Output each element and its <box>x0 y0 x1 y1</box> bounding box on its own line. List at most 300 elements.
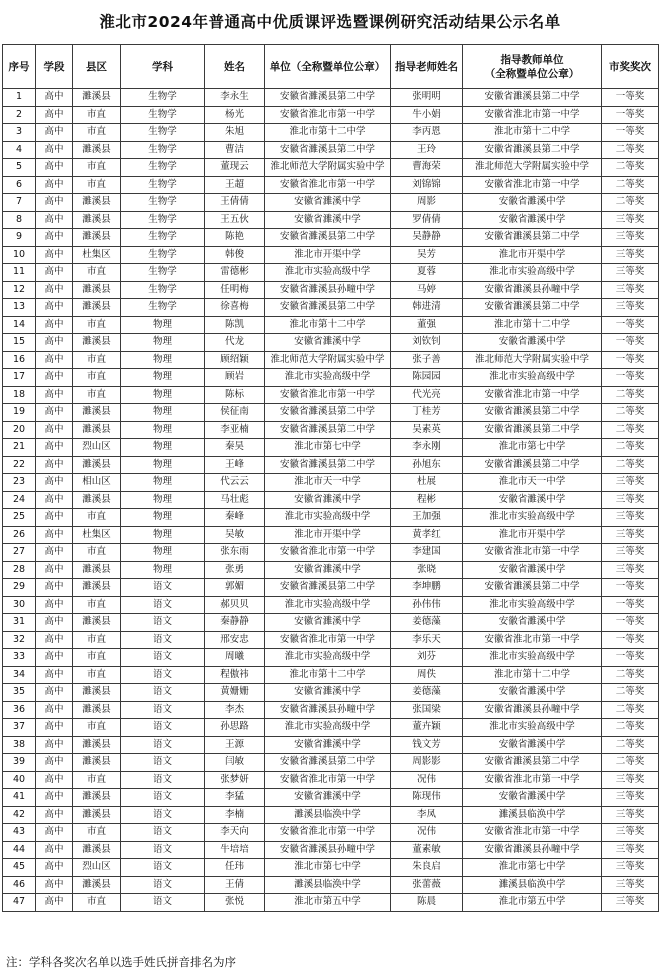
cell-col-advisor-unit: 淮北市实验高级中学 <box>463 509 602 527</box>
cell-col-subject: 生物学 <box>121 89 205 107</box>
cell-col-award: 三等奖 <box>602 841 659 859</box>
cell-col-index: 43 <box>3 824 36 842</box>
cell-col-advisor: 况伟 <box>391 771 463 789</box>
table-row <box>3 701 659 719</box>
cell-col-award: 三等奖 <box>602 859 659 877</box>
header-col-subject: 学科 <box>121 45 205 89</box>
cell-col-name: 郝贝贝 <box>205 596 265 614</box>
cell-col-index: 41 <box>3 789 36 807</box>
cell-col-unit: 安徽省濉溪县第二中学 <box>265 299 391 317</box>
cell-col-subject: 物理 <box>121 351 205 369</box>
table-row <box>3 194 659 212</box>
cell-col-subject: 生物学 <box>121 281 205 299</box>
cell-col-advisor: 姜德藻 <box>391 614 463 632</box>
cell-col-advisor-unit: 安徽省淮北市第一中学 <box>463 631 602 649</box>
table-row <box>3 561 659 579</box>
cell-col-unit: 淮北市第七中学 <box>265 439 391 457</box>
cell-col-name: 侯征南 <box>205 404 265 422</box>
cell-col-award: 二等奖 <box>602 141 659 159</box>
cell-col-award: 二等奖 <box>602 666 659 684</box>
cell-col-district: 濉溪县 <box>73 701 121 719</box>
cell-col-stage: 高中 <box>36 351 73 369</box>
cell-col-stage: 高中 <box>36 369 73 387</box>
cell-col-unit: 安徽省濉溪县孙疃中学 <box>265 281 391 299</box>
cell-col-district: 市直 <box>73 351 121 369</box>
table-row <box>3 666 659 684</box>
cell-col-stage: 高中 <box>36 159 73 177</box>
cell-col-advisor-unit: 安徽省濉溪中学 <box>463 194 602 212</box>
cell-col-award: 二等奖 <box>602 456 659 474</box>
table-row <box>3 421 659 439</box>
cell-col-advisor: 吴芳 <box>391 246 463 264</box>
cell-col-advisor: 钱文芳 <box>391 736 463 754</box>
footnote: 注：学科各奖次名单以选手姓氏拼音排名为序 <box>6 955 236 969</box>
cell-col-award: 三等奖 <box>602 526 659 544</box>
cell-col-stage: 高中 <box>36 666 73 684</box>
cell-col-index: 12 <box>3 281 36 299</box>
header-col-district: 县区 <box>73 45 121 89</box>
cell-col-index: 10 <box>3 246 36 264</box>
table-row <box>3 631 659 649</box>
cell-col-subject: 语文 <box>121 824 205 842</box>
table-row <box>3 526 659 544</box>
cell-col-award: 二等奖 <box>602 736 659 754</box>
cell-col-district: 市直 <box>73 666 121 684</box>
cell-col-unit: 安徽省濉溪中学 <box>265 736 391 754</box>
cell-col-award: 三等奖 <box>602 824 659 842</box>
cell-col-index: 6 <box>3 176 36 194</box>
cell-col-name: 闫敏 <box>205 754 265 772</box>
cell-col-stage: 高中 <box>36 841 73 859</box>
cell-col-name: 张东雨 <box>205 544 265 562</box>
cell-col-name: 雷德彬 <box>205 264 265 282</box>
cell-col-stage: 高中 <box>36 299 73 317</box>
table-row <box>3 229 659 247</box>
cell-col-district: 市直 <box>73 386 121 404</box>
cell-col-advisor: 董强 <box>391 316 463 334</box>
cell-col-name: 黄姗姗 <box>205 684 265 702</box>
cell-col-advisor: 李建国 <box>391 544 463 562</box>
cell-col-advisor: 朱良启 <box>391 859 463 877</box>
cell-col-index: 11 <box>3 264 36 282</box>
cell-col-award: 二等奖 <box>602 194 659 212</box>
cell-col-unit: 淮北市实验高级中学 <box>265 264 391 282</box>
cell-col-unit: 安徽省濉溪县第二中学 <box>265 229 391 247</box>
cell-col-award: 三等奖 <box>602 229 659 247</box>
cell-col-award: 一等奖 <box>602 649 659 667</box>
cell-col-unit: 淮北市开渠中学 <box>265 246 391 264</box>
cell-col-award: 三等奖 <box>602 806 659 824</box>
cell-col-stage: 高中 <box>36 386 73 404</box>
table-row <box>3 124 659 142</box>
cell-col-advisor-unit: 淮北师范大学附属实验中学 <box>463 159 602 177</box>
cell-col-award: 一等奖 <box>602 124 659 142</box>
cell-col-stage: 高中 <box>36 894 73 912</box>
cell-col-name: 李天向 <box>205 824 265 842</box>
cell-col-unit: 淮北市第十二中学 <box>265 666 391 684</box>
cell-col-subject: 生物学 <box>121 176 205 194</box>
cell-col-advisor-unit: 安徽省濉溪中学 <box>463 736 602 754</box>
cell-col-district: 濉溪县 <box>73 561 121 579</box>
cell-col-district: 濉溪县 <box>73 456 121 474</box>
cell-col-district: 市直 <box>73 544 121 562</box>
cell-col-award: 三等奖 <box>602 474 659 492</box>
cell-col-unit: 安徽省淮北市第一中学 <box>265 386 391 404</box>
cell-col-unit: 淮北市第五中学 <box>265 894 391 912</box>
cell-col-index: 25 <box>3 509 36 527</box>
cell-col-advisor-unit: 淮北市实验高级中学 <box>463 369 602 387</box>
cell-col-district: 濉溪县 <box>73 579 121 597</box>
table-row <box>3 246 659 264</box>
cell-col-index: 40 <box>3 771 36 789</box>
cell-col-name: 陈标 <box>205 386 265 404</box>
cell-col-index: 3 <box>3 124 36 142</box>
cell-col-unit: 安徽省濉溪县第二中学 <box>265 89 391 107</box>
cell-col-advisor: 刘锦锦 <box>391 176 463 194</box>
cell-col-name: 王峰 <box>205 456 265 474</box>
cell-col-name: 李永生 <box>205 89 265 107</box>
cell-col-stage: 高中 <box>36 264 73 282</box>
cell-col-award: 二等奖 <box>602 719 659 737</box>
cell-col-advisor: 马婷 <box>391 281 463 299</box>
cell-col-award: 三等奖 <box>602 264 659 282</box>
cell-col-unit: 淮北市实验高级中学 <box>265 649 391 667</box>
table-row <box>3 159 659 177</box>
cell-col-name: 王源 <box>205 736 265 754</box>
header-col-unit: 单位（全称暨单位公章） <box>265 45 391 89</box>
cell-col-advisor-unit: 安徽省濉溪县孙疃中学 <box>463 701 602 719</box>
cell-col-district: 烈山区 <box>73 859 121 877</box>
cell-col-advisor: 王玲 <box>391 141 463 159</box>
cell-col-advisor-unit: 安徽省淮北市第一中学 <box>463 824 602 842</box>
cell-col-stage: 高中 <box>36 614 73 632</box>
cell-col-index: 44 <box>3 841 36 859</box>
cell-col-award: 一等奖 <box>602 614 659 632</box>
cell-col-advisor: 程彬 <box>391 491 463 509</box>
cell-col-name: 董现云 <box>205 159 265 177</box>
cell-col-stage: 高中 <box>36 824 73 842</box>
cell-col-unit: 淮北市第十二中学 <box>265 124 391 142</box>
cell-col-district: 相山区 <box>73 474 121 492</box>
cell-col-index: 23 <box>3 474 36 492</box>
cell-col-name: 杨光 <box>205 106 265 124</box>
cell-col-subject: 语文 <box>121 806 205 824</box>
cell-col-award: 三等奖 <box>602 771 659 789</box>
cell-col-district: 濉溪县 <box>73 141 121 159</box>
header-col-index: 序号 <box>3 45 36 89</box>
cell-col-advisor-unit: 安徽省濉溪县第二中学 <box>463 456 602 474</box>
cell-col-advisor: 李丙恩 <box>391 124 463 142</box>
cell-col-name: 牛培培 <box>205 841 265 859</box>
cell-col-award: 二等奖 <box>602 754 659 772</box>
cell-col-index: 8 <box>3 211 36 229</box>
cell-col-unit: 淮北市第七中学 <box>265 859 391 877</box>
cell-col-stage: 高中 <box>36 526 73 544</box>
table-row <box>3 351 659 369</box>
cell-col-award: 一等奖 <box>602 316 659 334</box>
cell-col-advisor-unit: 安徽省濉溪中学 <box>463 614 602 632</box>
table-row <box>3 264 659 282</box>
cell-col-advisor: 张明明 <box>391 89 463 107</box>
cell-col-index: 37 <box>3 719 36 737</box>
cell-col-award: 一等奖 <box>602 89 659 107</box>
cell-col-index: 24 <box>3 491 36 509</box>
cell-col-subject: 物理 <box>121 456 205 474</box>
cell-col-advisor-unit: 安徽省濉溪县第二中学 <box>463 141 602 159</box>
cell-col-stage: 高中 <box>36 89 73 107</box>
cell-col-advisor: 张蕾薇 <box>391 876 463 894</box>
table-row <box>3 876 659 894</box>
cell-col-advisor: 丁桂芳 <box>391 404 463 422</box>
cell-col-name: 周曦 <box>205 649 265 667</box>
cell-col-subject: 物理 <box>121 316 205 334</box>
cell-col-index: 45 <box>3 859 36 877</box>
table-row <box>3 509 659 527</box>
cell-col-advisor-unit: 安徽省濉溪县第二中学 <box>463 404 602 422</box>
table-row <box>3 456 659 474</box>
cell-col-subject: 语文 <box>121 736 205 754</box>
cell-col-subject: 生物学 <box>121 211 205 229</box>
cell-col-stage: 高中 <box>36 876 73 894</box>
cell-col-advisor-unit: 安徽省濉溪中学 <box>463 211 602 229</box>
cell-col-name: 王超 <box>205 176 265 194</box>
cell-col-name: 顾岩 <box>205 369 265 387</box>
cell-col-advisor: 张子善 <box>391 351 463 369</box>
cell-col-district: 濉溪县 <box>73 421 121 439</box>
cell-col-district: 濉溪县 <box>73 211 121 229</box>
cell-col-index: 18 <box>3 386 36 404</box>
cell-col-unit: 安徽省濉溪中学 <box>265 334 391 352</box>
cell-col-advisor: 黄孝红 <box>391 526 463 544</box>
cell-col-name: 曹洁 <box>205 141 265 159</box>
cell-col-district: 市直 <box>73 631 121 649</box>
table-row <box>3 736 659 754</box>
cell-col-unit: 安徽省濉溪县第二中学 <box>265 141 391 159</box>
cell-col-index: 16 <box>3 351 36 369</box>
cell-col-district: 市直 <box>73 316 121 334</box>
page-title: 淮北市2024年普通高中优质课评选暨课例研究活动结果公示名单 <box>99 13 561 31</box>
cell-col-district: 市直 <box>73 824 121 842</box>
cell-col-advisor: 吴素英 <box>391 421 463 439</box>
cell-col-subject: 语文 <box>121 666 205 684</box>
cell-col-name: 韩俊 <box>205 246 265 264</box>
cell-col-index: 29 <box>3 579 36 597</box>
cell-col-name: 王五伙 <box>205 211 265 229</box>
cell-col-stage: 高中 <box>36 701 73 719</box>
cell-col-subject: 物理 <box>121 334 205 352</box>
cell-col-name: 张悦 <box>205 894 265 912</box>
cell-col-award: 一等奖 <box>602 631 659 649</box>
cell-col-unit: 濉溪县临涣中学 <box>265 806 391 824</box>
cell-col-unit: 安徽省濉溪中学 <box>265 194 391 212</box>
cell-col-advisor-unit: 淮北市实验高级中学 <box>463 596 602 614</box>
cell-col-district: 杜集区 <box>73 246 121 264</box>
cell-col-district: 杜集区 <box>73 526 121 544</box>
cell-col-name: 代云云 <box>205 474 265 492</box>
cell-col-advisor-unit: 淮北市第七中学 <box>463 439 602 457</box>
cell-col-name: 陈艳 <box>205 229 265 247</box>
cell-col-subject: 物理 <box>121 509 205 527</box>
cell-col-advisor-unit: 淮北市天一中学 <box>463 474 602 492</box>
cell-col-subject: 语文 <box>121 876 205 894</box>
table-row <box>3 439 659 457</box>
cell-col-index: 34 <box>3 666 36 684</box>
cell-col-unit: 淮北市实验高级中学 <box>265 719 391 737</box>
table-row <box>3 106 659 124</box>
cell-col-stage: 高中 <box>36 719 73 737</box>
cell-col-subject: 物理 <box>121 386 205 404</box>
header-row <box>3 45 659 89</box>
cell-col-stage: 高中 <box>36 316 73 334</box>
table-row <box>3 806 659 824</box>
cell-col-unit: 淮北市天一中学 <box>265 474 391 492</box>
cell-col-advisor-unit: 安徽省濉溪县孙疃中学 <box>463 841 602 859</box>
table-row <box>3 299 659 317</box>
cell-col-advisor: 周影影 <box>391 754 463 772</box>
cell-col-advisor-unit: 淮北市实验高级中学 <box>463 264 602 282</box>
cell-col-district: 濉溪县 <box>73 806 121 824</box>
cell-col-stage: 高中 <box>36 736 73 754</box>
cell-col-unit: 安徽省淮北市第一中学 <box>265 544 391 562</box>
cell-col-subject: 物理 <box>121 544 205 562</box>
cell-col-advisor: 陈晨 <box>391 894 463 912</box>
table-row <box>3 859 659 877</box>
cell-col-district: 市直 <box>73 771 121 789</box>
cell-col-index: 2 <box>3 106 36 124</box>
cell-col-advisor-unit: 淮北市第十二中学 <box>463 316 602 334</box>
cell-col-advisor: 李凤 <box>391 806 463 824</box>
cell-col-index: 22 <box>3 456 36 474</box>
cell-col-subject: 语文 <box>121 859 205 877</box>
cell-col-award: 三等奖 <box>602 491 659 509</box>
cell-col-advisor-unit: 淮北市第十二中学 <box>463 666 602 684</box>
cell-col-subject: 生物学 <box>121 194 205 212</box>
cell-col-advisor-unit: 淮北市第十二中学 <box>463 124 602 142</box>
table-row <box>3 596 659 614</box>
table-row <box>3 141 659 159</box>
cell-col-advisor: 周影 <box>391 194 463 212</box>
cell-col-district: 市直 <box>73 176 121 194</box>
table-row <box>3 841 659 859</box>
cell-col-advisor-unit: 安徽省濉溪中学 <box>463 561 602 579</box>
cell-col-award: 一等奖 <box>602 334 659 352</box>
cell-col-advisor-unit: 淮北市第五中学 <box>463 894 602 912</box>
cell-col-stage: 高中 <box>36 404 73 422</box>
cell-col-advisor-unit: 安徽省濉溪中学 <box>463 334 602 352</box>
cell-col-name: 吴敏 <box>205 526 265 544</box>
cell-col-unit: 安徽省濉溪县第二中学 <box>265 579 391 597</box>
cell-col-stage: 高中 <box>36 334 73 352</box>
cell-col-advisor-unit: 淮北市第七中学 <box>463 859 602 877</box>
cell-col-advisor: 代光亮 <box>391 386 463 404</box>
table-row <box>3 579 659 597</box>
cell-col-name: 陈凯 <box>205 316 265 334</box>
table-row <box>3 369 659 387</box>
table-row <box>3 474 659 492</box>
cell-col-stage: 高中 <box>36 789 73 807</box>
cell-col-stage: 高中 <box>36 509 73 527</box>
cell-col-award: 一等奖 <box>602 596 659 614</box>
cell-col-subject: 生物学 <box>121 159 205 177</box>
cell-col-stage: 高中 <box>36 561 73 579</box>
cell-col-advisor: 李永刚 <box>391 439 463 457</box>
cell-col-advisor-unit: 安徽省濉溪中学 <box>463 684 602 702</box>
cell-col-subject: 语文 <box>121 754 205 772</box>
cell-col-advisor-unit: 淮北市开渠中学 <box>463 246 602 264</box>
cell-col-index: 19 <box>3 404 36 422</box>
cell-col-index: 14 <box>3 316 36 334</box>
cell-col-advisor: 韩进清 <box>391 299 463 317</box>
cell-col-advisor: 夏蓉 <box>391 264 463 282</box>
cell-col-district: 濉溪县 <box>73 229 121 247</box>
cell-col-subject: 物理 <box>121 421 205 439</box>
table-row <box>3 176 659 194</box>
table-row <box>3 386 659 404</box>
cell-col-stage: 高中 <box>36 579 73 597</box>
cell-col-award: 二等奖 <box>602 439 659 457</box>
cell-col-stage: 高中 <box>36 141 73 159</box>
table-header <box>3 45 659 89</box>
cell-col-subject: 语文 <box>121 771 205 789</box>
cell-col-district: 濉溪县 <box>73 334 121 352</box>
cell-col-advisor-unit: 安徽省淮北市第一中学 <box>463 176 602 194</box>
cell-col-unit: 安徽省淮北市第一中学 <box>265 106 391 124</box>
cell-col-unit: 淮北市实验高级中学 <box>265 509 391 527</box>
cell-col-subject: 生物学 <box>121 141 205 159</box>
cell-col-advisor-unit: 安徽省淮北市第一中学 <box>463 771 602 789</box>
cell-col-index: 33 <box>3 649 36 667</box>
cell-col-district: 市直 <box>73 894 121 912</box>
cell-col-award: 三等奖 <box>602 281 659 299</box>
table-row <box>3 754 659 772</box>
cell-col-stage: 高中 <box>36 596 73 614</box>
cell-col-stage: 高中 <box>36 439 73 457</box>
cell-col-advisor: 况伟 <box>391 824 463 842</box>
cell-col-advisor: 陈园园 <box>391 369 463 387</box>
cell-col-name: 王倩倩 <box>205 194 265 212</box>
cell-col-advisor: 王加强 <box>391 509 463 527</box>
cell-col-index: 32 <box>3 631 36 649</box>
cell-col-stage: 高中 <box>36 421 73 439</box>
cell-col-district: 市直 <box>73 264 121 282</box>
table-row <box>3 771 659 789</box>
cell-col-index: 5 <box>3 159 36 177</box>
cell-col-subject: 生物学 <box>121 299 205 317</box>
cell-col-index: 20 <box>3 421 36 439</box>
cell-col-subject: 物理 <box>121 491 205 509</box>
cell-col-award: 二等奖 <box>602 176 659 194</box>
cell-col-unit: 安徽省濉溪县孙疃中学 <box>265 701 391 719</box>
cell-col-district: 濉溪县 <box>73 789 121 807</box>
cell-col-advisor-unit: 安徽省淮北市第一中学 <box>463 106 602 124</box>
cell-col-stage: 高中 <box>36 456 73 474</box>
table-row <box>3 544 659 562</box>
cell-col-index: 7 <box>3 194 36 212</box>
cell-col-subject: 语文 <box>121 596 205 614</box>
header-col-name: 姓名 <box>205 45 265 89</box>
cell-col-index: 35 <box>3 684 36 702</box>
cell-col-district: 市直 <box>73 124 121 142</box>
cell-col-subject: 语文 <box>121 789 205 807</box>
cell-col-district: 市直 <box>73 509 121 527</box>
cell-col-award: 三等奖 <box>602 544 659 562</box>
cell-col-award: 三等奖 <box>602 789 659 807</box>
cell-col-district: 烈山区 <box>73 439 121 457</box>
cell-col-index: 9 <box>3 229 36 247</box>
cell-col-subject: 物理 <box>121 439 205 457</box>
table-row <box>3 719 659 737</box>
cell-col-stage: 高中 <box>36 281 73 299</box>
